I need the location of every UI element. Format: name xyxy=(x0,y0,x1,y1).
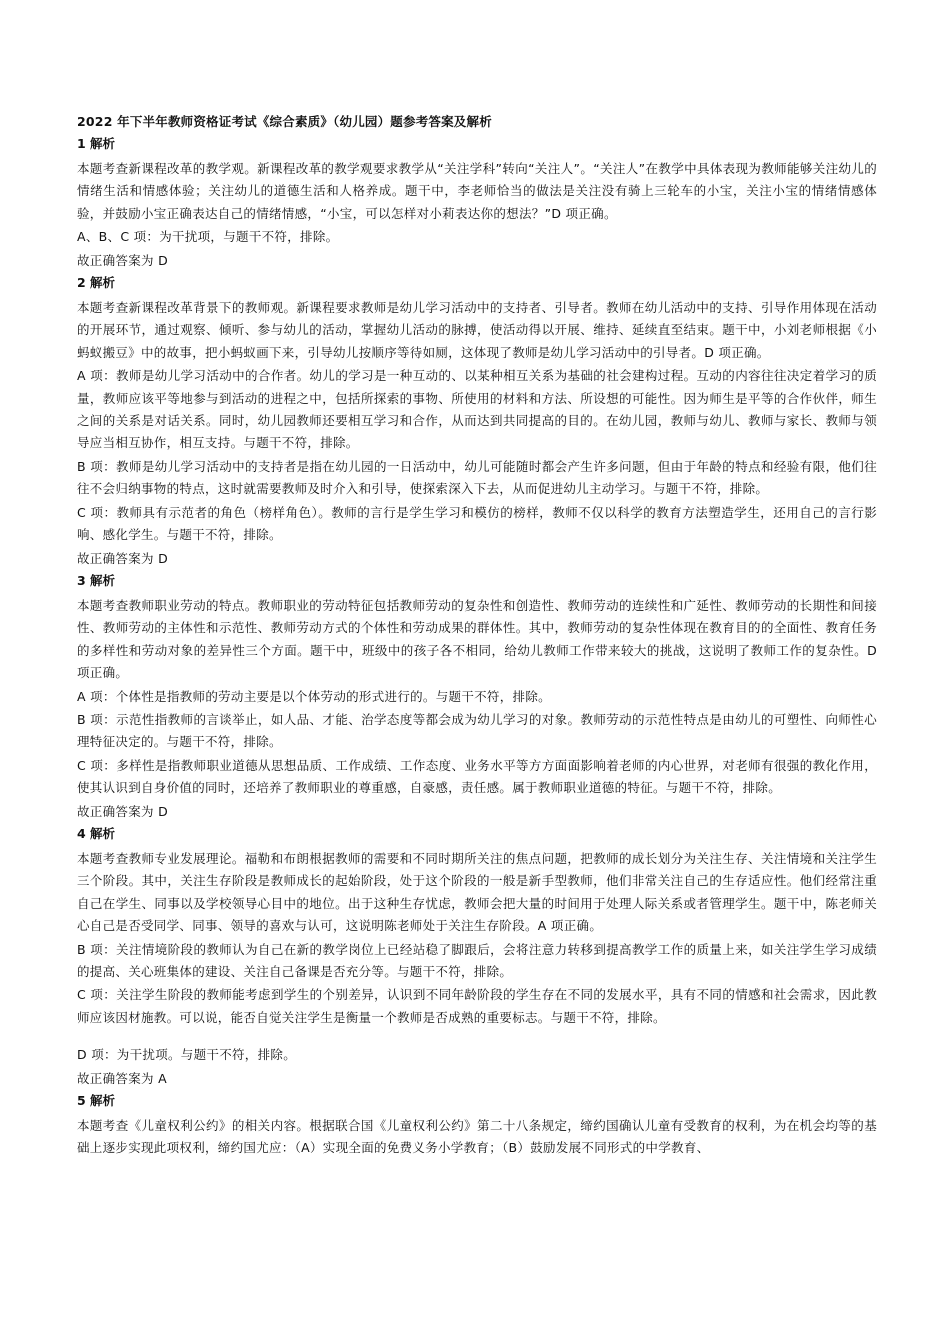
paragraph: 故正确答案为 D xyxy=(77,252,168,268)
paragraph: C 项：教师具有示范者的角色（榜样角色）。教师的言行是学生学习和模仿的榜样，教师不仅以科学的教育方法塑造学生，还用自己的言行影响、感化学生。与题干不符，排除。 xyxy=(77,504,877,543)
paragraph: C 项：关注学生阶段的教师能考虑到学生的个别差异，认识到不同年龄阶段的学生存在不同的发展水平，具有不同的情感和社会需求，因此教师应该因材施教。可以说，能否自觉关注学生是衡量一个教师是否成熟的重要标志。与题干不符，排除。 xyxy=(77,987,877,1025)
paragraph: D 项：为干扰项。与题干不符，排除。 xyxy=(77,1047,296,1063)
paragraph: 故正确答案为 A xyxy=(77,1070,167,1086)
paragraph: A、B、C 项：为干扰项，与题干不符，排除。 xyxy=(77,229,339,245)
paragraph: B 项：关注情境阶段的教师认为自己在新的教学岗位上已经站稳了脚跟后，会将注意力转移到提高教学工作的质量上来，如关注学生学习成绩的提高、关心班集体的建设、关注自己备课是否充分等。与题干不符，排除。 xyxy=(77,941,877,979)
section-heading: 5 解析 xyxy=(77,1093,116,1109)
section-heading: 2 解析 xyxy=(77,275,116,291)
paragraph: A 项：个体性是指教师的劳动主要是以个体劳动的形式进行的。与题干不符，排除。 xyxy=(77,688,551,704)
paragraph: 本题考查教师职业劳动的特点。教师职业的劳动特征包括教师劳动的复杂性和创造性、教师劳动的连续性和广延性、教师劳动的长期性和间接性、教师劳动的主体性和示范性、教师劳动方式的个体性和劳动成果的群体性。其中，教师劳动的复杂性体现在教育目的的全面性、教育任务的多样性和劳动对象的差异性三个方面。题干中，班级中的孩子各不相同，给幼儿教师工作带来较大的挑战，这说明了教师工作的复杂性。D 项正确。 xyxy=(77,597,877,681)
paragraph: 故正确答案为 D xyxy=(77,803,168,819)
paragraph: C 项：多样性是指教师职业道德从思想品质、工作成绩、工作态度、业务水平等方方面面影响着老师的内心世界，对老师有很强的教化作用，使其认识到自身价值的同时，还培养了教师职业的尊重感，自豪感，责任感。属于教师职业道德的特征。与题干不符，排除。 xyxy=(77,757,877,796)
paragraph-gap xyxy=(77,1030,877,1044)
document-page xyxy=(77,112,877,1161)
answer-sections xyxy=(77,134,877,1160)
answer-section xyxy=(77,824,877,1090)
paragraph: 本题考查教师专业发展理论。福勒和布朗根据教师的需要和不同时期所关注的焦点问题，把教师的成长划分为关注生存、关注情境和关注学生三个阶段。其中，关注生存阶段是教师成长的起始阶段，处于这个阶段的一般是新手型教师，他们非常关注自己的生存适应性。他们经常注重自己在学生、同事以及学校领导心目中的地位。出于这种生存忧虑，教师会把大量的时间用于处理人际关系或者管理学生。题干中，陈老师关心自己是否受同学、同事、领导的喜欢与认可，这说明陈老师处于关注生存阶段。A 项正确。 xyxy=(77,850,877,934)
answer-section xyxy=(77,1091,877,1160)
paragraph: 本题考查新课程改革的教学观。新课程改革的教学观要求教学从“关注学科”转向“关注人”。“关注人”在教学中具体表现为教师能够关注幼儿的情绪生活和情感体验；关注幼儿的道德生活和人格养成。题干中，李老师恰当的做法是关注没有骑上三轮车的小宝，关注小宝的情绪情感体验，并鼓励小宝正确表达自己的情绪情感，“小宝，可以怎样对小莉表达你的想法？”D 项正确。 xyxy=(77,161,877,221)
answer-section xyxy=(77,571,877,823)
paragraph: B 项：示范性指教师的言谈举止，如人品、才能、治学态度等都会成为幼儿学习的对象。教师劳动的示范性特点是由幼儿的可塑性、向师性心理特征决定的。与题干不符，排除。 xyxy=(77,711,877,750)
paragraph: 本题考查新课程改革背景下的教师观。新课程要求教师是幼儿学习活动中的支持者、引导者。教师在幼儿活动中的支持、引导作用体现在活动的开展环节，通过观察、倾听、参与幼儿的活动，掌握幼儿活动的脉搏，使活动得以开展、维持、延续直至结束。题干中，小刘老师根据《小蚂蚁搬豆》中的故事，把小蚂蚁画下来，引导幼儿按顺序等待如厕，这体现了教师是幼儿学习活动中的引导者。D 项正确。 xyxy=(77,300,877,360)
section-heading: 4 解析 xyxy=(77,825,116,841)
document-title: 2022 年下半年教师资格证考试《综合素质》（幼儿园）题参考答案及解析 xyxy=(77,114,492,129)
paragraph: A 项：教师是幼儿学习活动中的合作者。幼儿的学习是一种互动的、以某种相互关系为基础的社会建构过程。互动的内容往往决定着学习的质量，教师应该平等地参与到活动的进程之中，包括所探索的事物、所使用的材料和方法、所设想的可能性。因为师生是平等的合作伙伴，师生之间的关系是对话关系。同时，幼儿园教师还要相互学习和合作，从而达到共同提高的目的。在幼儿园，教师与幼儿、教师与家长、教师与领导应当相互协作，相互支持。与题干不符，排除。 xyxy=(77,368,877,451)
paragraph: B 项：教师是幼儿学习活动中的支持者是指在幼儿园的一日活动中，幼儿可能随时都会产生许多问题，但由于年龄的特点和经验有限，他们往往不会归纳事物的特点，这时就需要教师及时介入和引导，使探索深入下去，从而促进幼儿主动学习。与题干不符，排除。 xyxy=(77,458,877,497)
answer-section xyxy=(77,273,877,570)
section-heading: 3 解析 xyxy=(77,572,116,588)
answer-section xyxy=(77,134,877,272)
paragraph: 本题考查《儿童权利公约》的相关内容。根据联合国《儿童权利公约》第二十八条规定，缔约国确认儿童有受教育的权利，为在机会均等的基础上逐步实现此项权利，缔约国尤应：（A）实现全面的免费义务小学教育；（B）鼓励发展不同形式的中学教育、 xyxy=(77,1118,877,1156)
paragraph: 故正确答案为 D xyxy=(77,550,168,566)
section-heading: 1 解析 xyxy=(77,136,116,151)
